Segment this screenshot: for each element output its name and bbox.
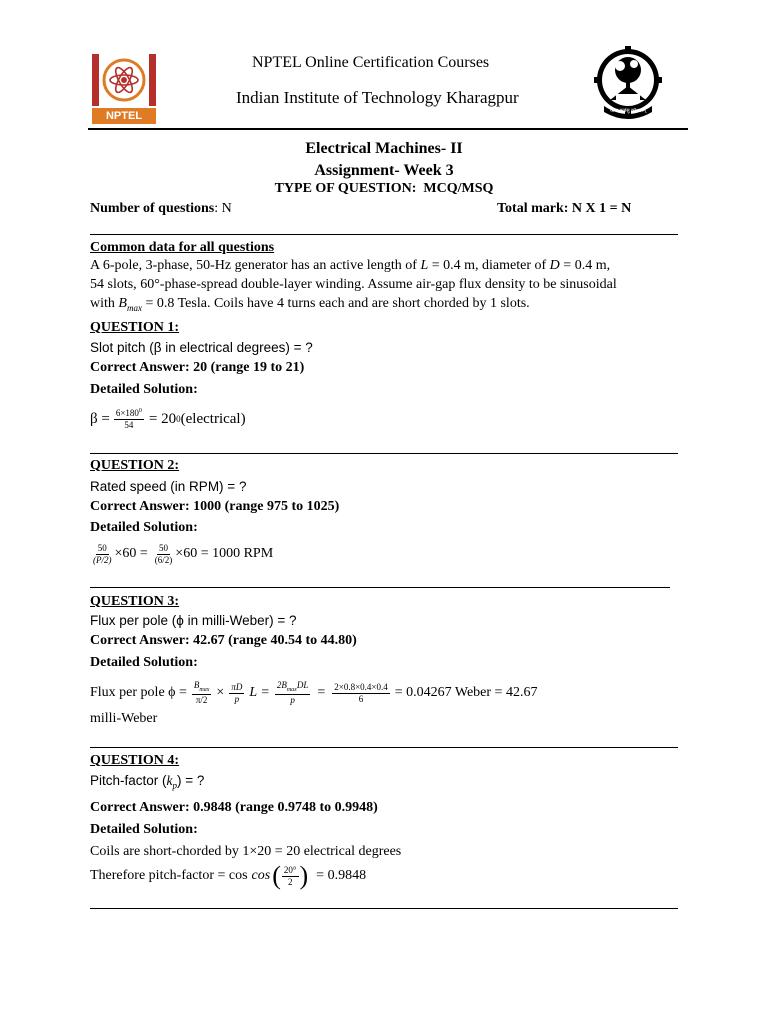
- iit-logo-motto: योगः कर्मसु कौशलम्: [610, 108, 646, 114]
- q4-var: k: [166, 773, 173, 788]
- question-1-solution: [90, 402, 246, 436]
- q3-times: ×: [216, 685, 225, 700]
- q3-eq2: =: [317, 685, 326, 700]
- question-2-text: Rated speed (in RPM) = ?: [90, 479, 247, 494]
- question-4-heading: QUESTION 4:: [90, 753, 180, 768]
- diameter-var: D: [549, 258, 560, 273]
- q3-f3-den: p: [290, 694, 295, 705]
- q4-fraction: [282, 866, 299, 887]
- q3-f3-num-b: DL: [296, 680, 309, 691]
- question-2-heading: QUESTION 2:: [90, 458, 180, 473]
- question-4-solution-label: Detailed Solution:: [90, 822, 198, 837]
- q3-f4-den: 6: [358, 693, 364, 704]
- header-divider: [88, 128, 688, 130]
- q4-left-paren-icon: (: [272, 861, 281, 890]
- question-3-solution-label: Detailed Solution:: [90, 655, 198, 670]
- common-text: 54 slots,: [90, 277, 141, 292]
- question-1-text: Slot pitch (β in electrical degrees) = ?: [90, 340, 313, 355]
- question-3-solution-tail: milli-Weber: [90, 711, 158, 726]
- q3-fraction-4: [332, 683, 389, 704]
- q3-fraction-3: [275, 681, 311, 705]
- question-2-solution-label: Detailed Solution:: [90, 520, 198, 535]
- q1-den: 54: [124, 420, 134, 430]
- q1-eq: = 20: [148, 410, 177, 427]
- q1-tail: (electrical): [180, 410, 246, 427]
- question-4-solution-line-2: [90, 860, 366, 892]
- flux-density-sub: max: [126, 302, 142, 313]
- header-line-1: NPTEL Online Certification Courses: [252, 54, 490, 71]
- q3-f1-den: π/2: [195, 694, 208, 705]
- q3-f4-num: 2×0.8×0.4×0.4: [334, 681, 388, 692]
- num-questions-value: : N: [214, 201, 232, 216]
- q4-pf-text: Therefore pitch-factor = cos: [90, 868, 248, 883]
- q3-result: = 0.04267 Weber = 42.67: [394, 685, 538, 700]
- common-data-line-3: [90, 296, 530, 313]
- q1-eq-sup: 0: [176, 414, 181, 424]
- assignment-title: Assignment- Week 3: [314, 162, 454, 179]
- q3-f2-den: p: [234, 693, 240, 704]
- q1-lhs: β =: [90, 410, 110, 427]
- q4-result: = 0.9848: [316, 868, 367, 883]
- flux-density-var: B: [118, 296, 127, 311]
- question-3-heading: QUESTION 3:: [90, 594, 180, 609]
- q4-den: 2: [287, 876, 293, 887]
- nptel-logo: [92, 52, 156, 126]
- q2-mul1: ×60 =: [114, 546, 148, 561]
- q3-f1-num: B: [193, 680, 200, 691]
- q1-fraction: [114, 408, 144, 430]
- q2-den1: (P/2): [93, 554, 112, 565]
- q2-num2: 50: [159, 542, 169, 553]
- phase-spread: 60°: [140, 277, 160, 292]
- common-data-line-2: [90, 277, 617, 293]
- q3-lhs: Flux per pole ϕ =: [90, 685, 187, 700]
- q4-var-sub: p: [172, 780, 178, 791]
- q3-f2-num: πD: [231, 681, 243, 692]
- question-4-solution-line-1: Coils are short-chorded by 1×20 = 20 electrical degrees: [90, 844, 402, 859]
- question-1-solution-label: Detailed Solution:: [90, 382, 198, 397]
- q4-right-paren-icon: ): [299, 861, 309, 890]
- divider-4: [90, 747, 678, 748]
- common-text: -phase-spread double-layer winding. Assume air-gap flux density to be sinusoidal: [159, 277, 617, 292]
- divider-1: [90, 234, 678, 235]
- common-data-line-1: [90, 258, 610, 274]
- length-var: L: [420, 258, 429, 273]
- q3-fraction-1: [192, 681, 212, 705]
- nptel-logo-text: NPTEL: [105, 110, 143, 122]
- question-2-answer: Correct Answer: 1000 (range 975 to 1025): [90, 499, 340, 514]
- total-mark: Total mark: N X 1 = N: [497, 201, 632, 216]
- question-4-text: [90, 773, 204, 791]
- iit-logo: [594, 44, 662, 124]
- question-3-text: Flux per pole (ϕ in milli-Weber) = ?: [90, 613, 297, 628]
- question-type: TYPE OF QUESTION: MCQ/MSQ: [274, 181, 494, 196]
- num-questions-label: Number of questions: [90, 201, 215, 216]
- common-text: with: [90, 296, 119, 311]
- divider-2: [90, 453, 678, 454]
- q3-L-eq: L =: [249, 685, 270, 700]
- q3-f3-num-a: 2B: [276, 680, 287, 691]
- q2-den2: (6/2): [154, 554, 173, 565]
- q4-text-b: ) = ?: [177, 773, 205, 788]
- question-3-answer: Correct Answer: 42.67 (range 40.54 to 44.80): [90, 633, 357, 648]
- q3-f1-num-sub: max: [199, 686, 210, 693]
- question-1-answer: Correct Answer: 20 (range 19 to 21): [90, 360, 305, 375]
- flux-density-val: = 0.8: [141, 296, 175, 311]
- q2-num1: 50: [97, 542, 107, 553]
- divider-3: [90, 587, 670, 588]
- q4-text-a: Pitch-factor (: [90, 773, 167, 788]
- q4-cos: cos: [251, 868, 271, 883]
- diameter-val: = 0.4: [559, 258, 593, 273]
- header-line-2: Indian Institute of Technology Kharagpur: [236, 88, 519, 107]
- common-text: Tesla. Coils have 4 turns each and are short chorded by 1 slots.: [174, 296, 530, 311]
- length-val: = 0.4: [428, 258, 461, 273]
- q2-fraction-1: [91, 544, 114, 565]
- q4-num: 20°: [283, 864, 297, 875]
- q2-fraction-2: [153, 544, 175, 565]
- question-3-solution: [90, 676, 537, 710]
- question-2-solution: [90, 539, 273, 569]
- question-1-heading: QUESTION 1:: [90, 320, 180, 335]
- common-text: m, diameter of: [460, 258, 550, 273]
- divider-5: [90, 908, 678, 909]
- common-data-heading: Common data for all questions: [90, 240, 275, 255]
- q1-num-sup: 0: [138, 408, 142, 414]
- q2-mul2: ×60 = 1000 RPM: [175, 546, 274, 561]
- q1-num: 6×180: [115, 408, 139, 418]
- common-text: m,: [592, 258, 611, 273]
- question-4-answer: Correct Answer: 0.9848 (range 0.9748 to 0.9948): [90, 800, 378, 815]
- q3-fraction-2: [229, 683, 244, 704]
- course-title: Electrical Machines- II: [305, 140, 463, 157]
- number-of-questions: [90, 201, 232, 217]
- q3-f3-num-sub: max: [286, 686, 297, 693]
- common-text: A 6-pole, 3-phase, 50-Hz generator has an active length of: [90, 258, 421, 273]
